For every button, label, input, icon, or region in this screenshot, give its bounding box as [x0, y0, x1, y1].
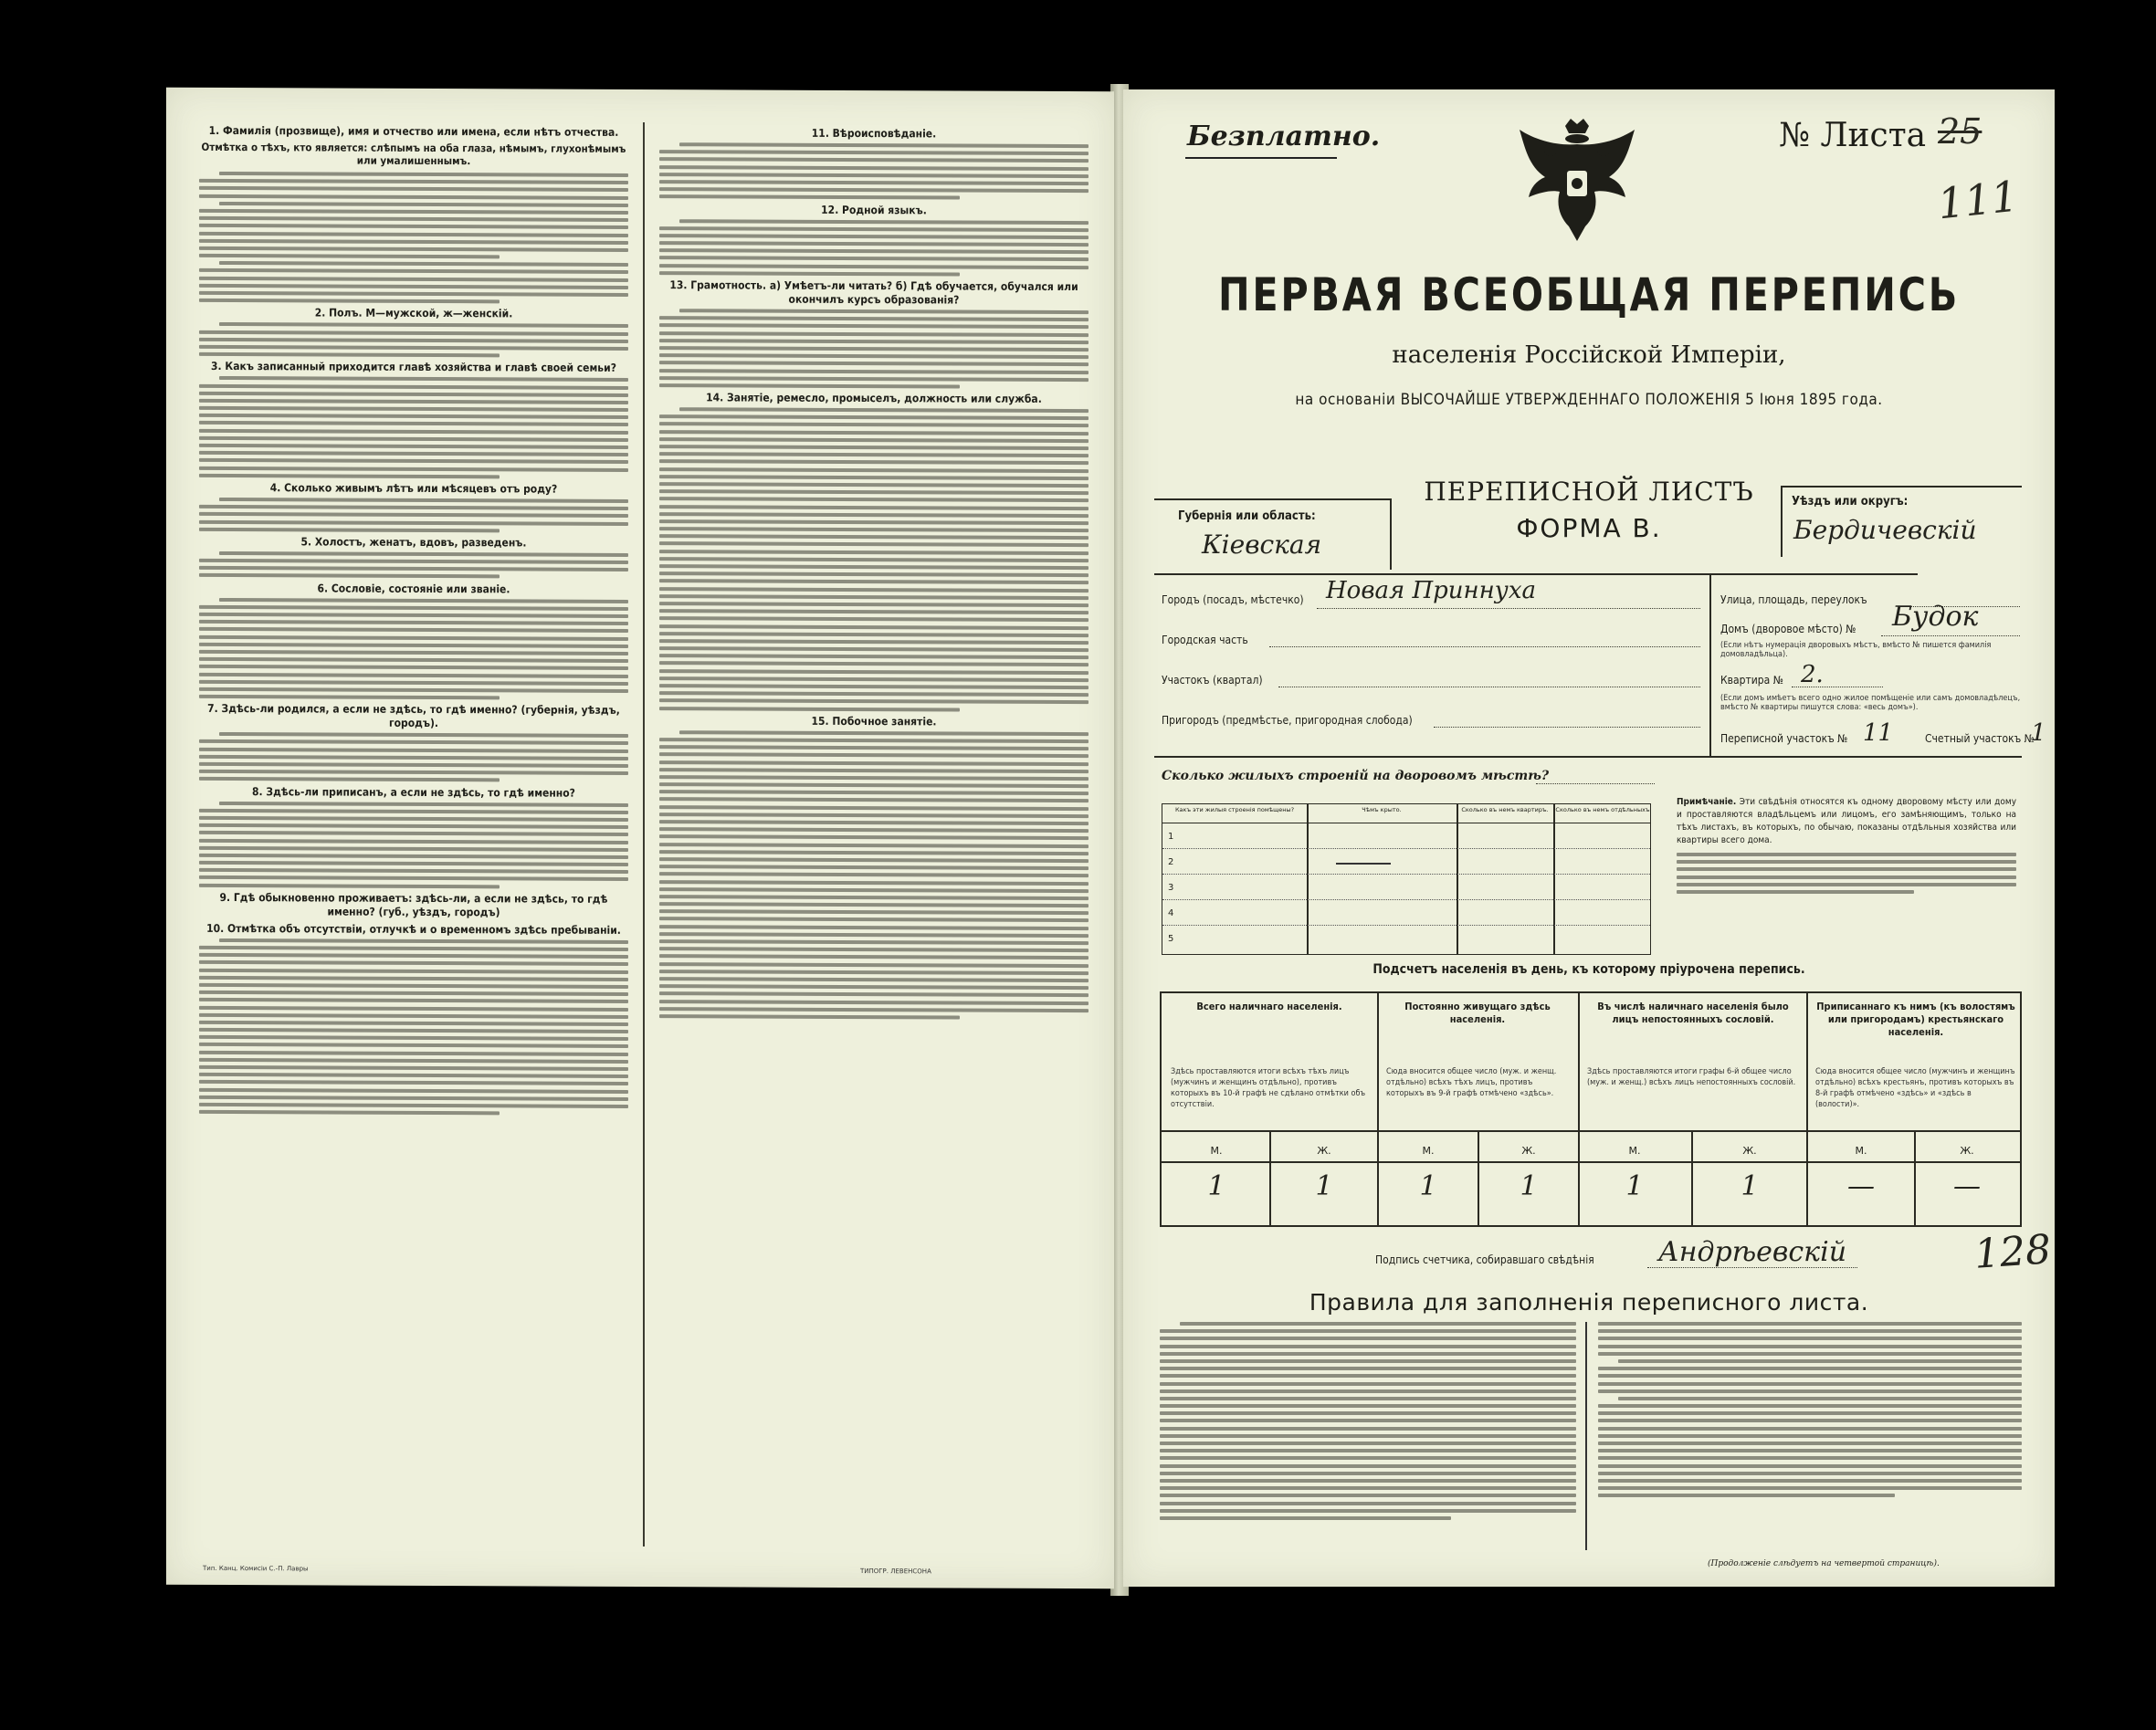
body-text: [199, 732, 628, 782]
section-heading-9: 9. Гдѣ обыкновенно проживаетъ: здѣсь-ли, а если не здѣсь, то гдѣ именно? (губ., уѣздъ, городъ): [219, 890, 608, 919]
town-line: [1317, 608, 1700, 609]
precinct-label: Участокъ (квартал): [1162, 674, 1263, 687]
peasant-male-value[interactable]: —: [1847, 1170, 1875, 1202]
apartment-label: Квартира №: [1720, 674, 1783, 687]
section-heading-4: 4. Сколько живымъ лѣтъ или мѣсяцевъ отъ роду?: [269, 481, 558, 496]
rules-continued-note: (Продолженіе слѣдуетъ на четвертой страницѣ).: [1708, 1559, 1940, 1568]
page-number-handwritten: 128: [1972, 1226, 2053, 1278]
section-heading-7: 7. Здѣсь-ли родился, а если не здѣсь, то гдѣ именно? (губернія, уѣздъ, городъ).: [207, 702, 620, 730]
sex-male-label: М.: [1422, 1145, 1435, 1157]
printer-imprint-right: ТИПОГР. ЛЕВЕНСОНА: [860, 1567, 931, 1576]
sex-male-label: М.: [1628, 1145, 1641, 1157]
house-value: Будок: [1892, 601, 1979, 633]
houses-row-number: 5: [1168, 934, 1174, 944]
body-text: [199, 598, 628, 700]
enumerator-signature-label: Подпись счетчика, собиравшаго свѣдѣнія: [1375, 1253, 1594, 1266]
body-text: [199, 938, 628, 1116]
sheet-number-label: № Листа: [1779, 117, 1927, 154]
census-subtitle: населенія Россійской Имперіи,: [1392, 341, 1786, 369]
houses-remark: [1677, 796, 2016, 897]
houses-remark-text: Эти свѣдѣнія относятся къ одному дворовому мѣсту или дому и проставляются владѣльцемъ или лицомъ, его замѣняющимъ, только на тѣхъ листахъ, въ которыхъ, по обычаю, показаны отдѣльныя хозяйства или квартиры всего дома.: [1677, 797, 2017, 845]
signature-line: [1647, 1267, 1857, 1268]
body-text: [1598, 1322, 2022, 1497]
rules-column-2: [1598, 1322, 2022, 1502]
sex-female-label: Ж.: [1521, 1145, 1536, 1157]
pop-col-head-non-permanent: Въ числѣ наличнаго населенія было лицъ непостоянныхъ сословій.: [1597, 1001, 1789, 1025]
sex-female-label: Ж.: [1317, 1145, 1331, 1157]
body-text: [659, 219, 1089, 277]
body-text: [659, 730, 1089, 1020]
sheet-number-handwritten: 111: [1935, 171, 2021, 229]
non-permanent-female-value[interactable]: 1: [1741, 1170, 1759, 1202]
body-text: [659, 142, 1089, 200]
houses-row-number: 3: [1168, 883, 1174, 893]
house-field[interactable]: [1720, 623, 1856, 635]
section-note-1: Отмѣтка о тѣхъ, кто является: слѣпымъ на оба глаза, нѣмымъ, глухонѣмымъ или умалишеннымъ.: [201, 140, 626, 168]
section-heading-3: 3. Какъ записанный приходится главѣ хозяйства и главѣ своей семьи?: [211, 360, 616, 375]
suburb-field[interactable]: [1162, 714, 1413, 727]
non-permanent-male-value[interactable]: 1: [1625, 1170, 1644, 1202]
pop-col-desc: Здѣсь проставляются итоги графы 6-й общее число (муж. и женщ.) всѣхъ лицъ непостоянныхъ сословій.: [1587, 1067, 1796, 1087]
rules-column-1: [1160, 1322, 1576, 1524]
houses-row-number: 1: [1168, 832, 1174, 842]
census-title: ПЕРВАЯ ВСЕОБЩАЯ ПЕРЕПИСЬ: [1217, 268, 1961, 321]
apartment-field[interactable]: [1720, 674, 1783, 687]
street-field[interactable]: [1720, 593, 1867, 606]
total-female-value[interactable]: 1: [1315, 1170, 1333, 1202]
permanent-female-value[interactable]: 1: [1520, 1170, 1538, 1202]
population-count-table: [1160, 991, 2022, 1227]
section-heading-14: 14. Занятіе, ремесло, промыселъ, должность или служба.: [706, 391, 1042, 405]
census-legal-basis: на основаніи ВЫСОЧАЙШЕ УТВЕРЖДЕННАГО ПОЛОЖЕНІЯ 5 Іюня 1895 года.: [1295, 391, 1883, 409]
section-heading-10: 10. Отмѣтка объ отсутствіи, отлучкѣ и о временномъ здѣсь пребываніи.: [206, 921, 621, 937]
count-area-label: Счетный участокъ №: [1925, 732, 2035, 745]
town-field[interactable]: [1162, 593, 1304, 606]
section-heading-12: 12. Родной языкъ.: [821, 203, 927, 216]
body-text: [1677, 853, 2016, 894]
column-divider: [643, 122, 645, 1547]
pop-col-head-permanent: Постоянно живущаго здѣсь населенія.: [1404, 1001, 1551, 1025]
total-male-value[interactable]: 1: [1207, 1170, 1225, 1202]
district-field[interactable]: [1781, 486, 2022, 557]
body-text: [199, 376, 628, 478]
rules-column-divider: [1585, 1322, 1587, 1550]
address-top-rule: [1154, 573, 1918, 575]
section-heading-11: 11. Вѣроисповѣданіе.: [811, 126, 937, 141]
body-text: [1160, 1322, 1576, 1520]
census-area-field[interactable]: [1720, 732, 1847, 745]
body-text: [199, 551, 628, 580]
sex-female-label: Ж.: [1742, 1145, 1757, 1157]
address-divider: [1709, 573, 1711, 756]
apartment-value: 2.: [1801, 661, 1824, 688]
form-code: ФОРМА В.: [1516, 513, 1662, 543]
pop-col-desc: Здѣсь проставляются итоги всѣхъ тѣхъ лицъ (мужчинъ и женщинъ отдѣльно), противъ которыхъ въ 10-й графѣ не сдѣлано отмѣтки объ отсутствіи.: [1171, 1067, 1366, 1109]
street-label: Улица, площадь, переулокъ: [1720, 593, 1867, 606]
houses-remark-title: Примѣчаніе.: [1677, 797, 1737, 807]
double-headed-eagle-icon: [1509, 113, 1646, 250]
count-area-field[interactable]: [1925, 732, 2035, 745]
houses-table: [1162, 803, 1651, 955]
free-label-underline: [1185, 157, 1337, 159]
town-label: Городъ (посадъ, мѣстечко): [1162, 593, 1304, 606]
pop-col-head-peasant: Приписаннаго къ нимъ (къ волостямъ или пригородамъ) крестьянскаго населенія.: [1816, 1001, 2015, 1038]
province-field[interactable]: [1154, 498, 1392, 570]
house-note: (Если нѣтъ нумерація дворовыхъ мѣстъ, вмѣсто № пишется фамилія домовладѣльца).: [1720, 641, 1992, 659]
body-text: [659, 407, 1089, 712]
houses-answer-line: [1536, 783, 1655, 784]
address-bottom-rule: [1154, 756, 2022, 758]
city-part-label: Городская часть: [1162, 634, 1248, 646]
pop-col-head-total: Всего наличнаго населенія.: [1196, 1001, 1342, 1012]
houses-dash-mark: [1336, 863, 1391, 865]
town-value: Новая Приннуха: [1326, 577, 1537, 604]
houses-col-head: Сколько въ немъ отдѣльныхъ: [1555, 806, 1650, 813]
instructions-column-1: [199, 121, 628, 1119]
instructions-page: [166, 88, 1114, 1589]
suburb-line: [1434, 727, 1700, 728]
sex-female-label: Ж.: [1960, 1145, 1974, 1157]
houses-col-head: Какъ эти жилыя строенія помѣщены?: [1174, 806, 1295, 813]
district-label: Уѣздъ или округъ:: [1792, 495, 1909, 509]
population-count-title: Подсчетъ населенія въ день, къ которому пріурочена перепись.: [1372, 962, 1805, 977]
census-area-value: 11: [1863, 719, 1894, 747]
province-value: Кіевская: [1202, 529, 1322, 560]
pop-col-desc: Сюда вносится общее число (муж. и женщ. отдѣльно) всѣхъ тѣхъ лицъ, противъ которыхъ въ 9-й графѣ отмѣчено «здѣсь».: [1386, 1067, 1557, 1098]
peasant-female-value[interactable]: —: [1953, 1170, 1981, 1202]
body-text: [199, 801, 628, 888]
section-heading-13: 13. Грамотность. а) Умѣетъ-ли читать? б) Гдѣ обучается, обучался или окончилъ курсъ образованія?: [669, 278, 1078, 307]
section-heading-6: 6. Сословіе, состояніе или званіе.: [317, 582, 510, 596]
printer-imprint-left: Тип. Канц. Комисіи С.-П. Лавры: [203, 1564, 309, 1573]
houses-row-number: 2: [1168, 857, 1174, 867]
houses-col-head: Сколько въ немъ квартиръ.: [1461, 806, 1549, 813]
province-label: Губернія или область:: [1178, 509, 1316, 523]
sex-male-label: М.: [1855, 1145, 1867, 1157]
body-text: [199, 322, 628, 358]
precinct-field[interactable]: [1162, 674, 1263, 687]
section-heading-1: 1. Фамилія (прозвище), имя и отчество или имена, если нѣтъ отчества.: [208, 123, 619, 139]
body-text: [199, 172, 628, 304]
sex-male-label: М.: [1210, 1145, 1223, 1157]
sheet-number-struck: 25: [1938, 111, 1982, 152]
free-of-charge-label: Безплатно.: [1187, 121, 1381, 152]
rules-title: Правила для заполненія переписного листа.: [1309, 1289, 1869, 1316]
section-heading-2: 2. Полъ. М—мужской, ж—женскій.: [314, 306, 513, 320]
permanent-male-value[interactable]: 1: [1419, 1170, 1437, 1202]
instructions-column-2: [659, 122, 1089, 1023]
suburb-label: Пригородъ (предмѣстье, пригородная слобода): [1162, 714, 1413, 727]
census-area-label: Переписной участокъ №: [1720, 732, 1848, 745]
body-text: [199, 498, 628, 533]
section-heading-15: 15. Побочное занятіе.: [811, 714, 937, 729]
section-heading-5: 5. Холостъ, женатъ, вдовъ, разведенъ.: [300, 535, 527, 550]
body-text: [659, 309, 1089, 389]
apartment-note: (Если домъ имѣетъ всего одно жилое помѣщеніе или самъ домовладѣлецъ, вмѣсто № квартиры пишутся слова: «весь домъ»).: [1720, 694, 2021, 712]
pop-col-desc: Сюда вносится общее число (мужчинъ и женщинъ отдѣльно) всѣхъ крестьянъ, противъ которыхъ въ 8-й графѣ отмѣчено «здѣсь» и «здѣсь в (волости)».: [1815, 1067, 2015, 1109]
census-form-page: [1123, 89, 2055, 1587]
city-part-line: [1269, 646, 1700, 647]
district-value: Бердичевскій: [1793, 515, 1977, 545]
houses-col-head: Чѣмъ крыто.: [1362, 806, 1402, 813]
house-line: [1881, 635, 2020, 636]
enumerator-signature: Андрѣевскій: [1658, 1236, 1847, 1268]
houses-question: Сколько жилыхъ строеній на дворовомъ мѣстѣ?: [1162, 769, 1550, 783]
count-area-value: 1: [2031, 719, 2046, 747]
city-part-field[interactable]: [1162, 634, 1248, 646]
form-name: ПЕРЕПИСНОЙ ЛИСТЪ: [1424, 477, 1754, 507]
section-heading-8: 8. Здѣсь-ли приписанъ, а если не здѣсь, то гдѣ именно?: [252, 784, 575, 800]
house-label: Домъ (дворовое мѣсто) №: [1720, 623, 1856, 635]
houses-row-number: 4: [1168, 908, 1174, 918]
